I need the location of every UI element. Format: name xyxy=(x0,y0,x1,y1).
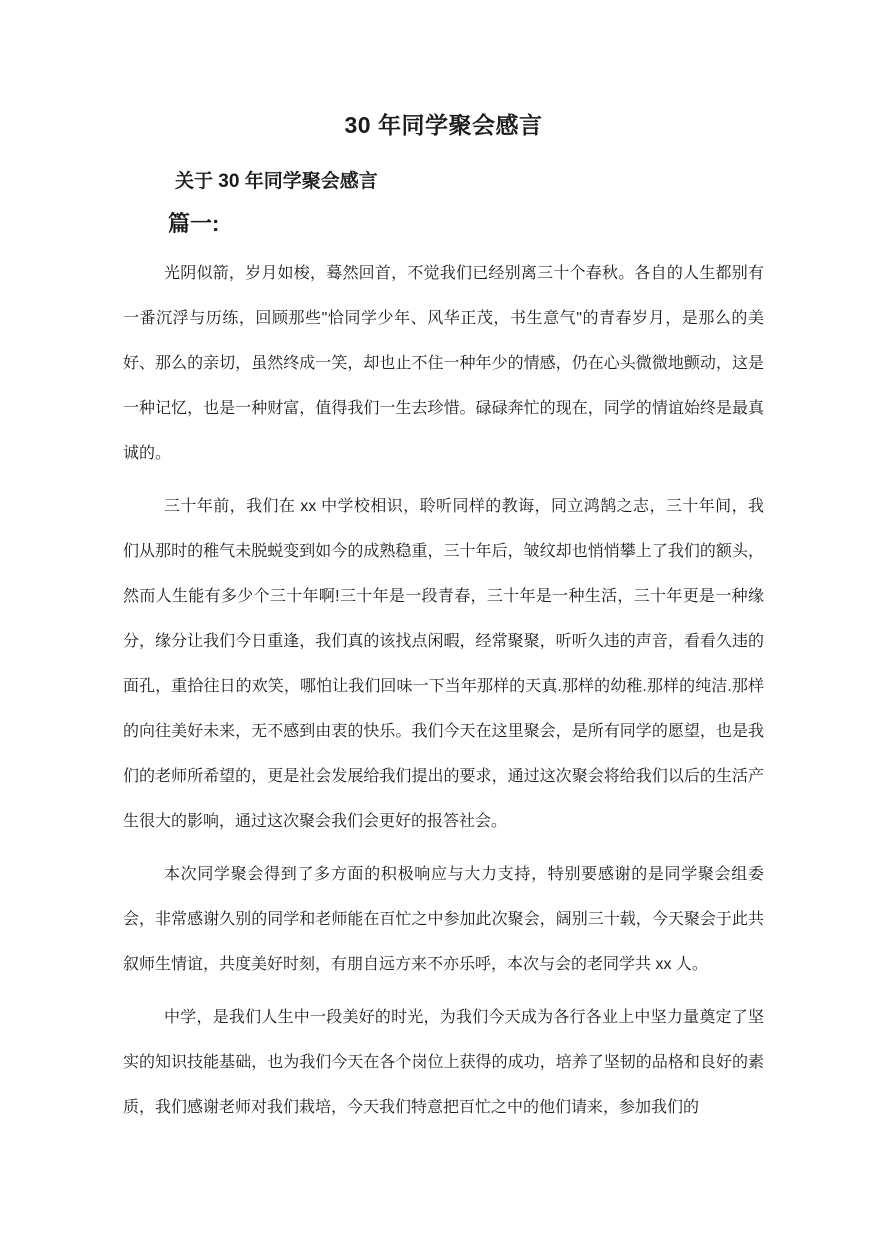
paragraph: 光阴似箭，岁月如梭，蓦然回首，不觉我们已经别离三十个春秋。各自的人生都别有一番沉浮与历练，回顾那些"恰同学少年、风华正茂，书生意气"的青春岁月，是那么的美好、那么的亲切，虽然终成一笑，却也止不住一种年少的情感，仍在心头微微地颤动，这是一种记忆，也是一种财富，值得我们一生去珍惜。碌碌奔忙的现在，同学的情谊始终是最真诚的。 xyxy=(123,265,764,462)
section-label: 篇一: xyxy=(168,211,220,236)
document-body xyxy=(123,251,764,1130)
paragraph: 三十年前，我们在 xx 中学校相识，聆听同样的教诲，同立鸿鹄之志，三十年间，我们从那时的稚气未脱蜕变到如今的成熟稳重，三十年后，皱纹却也悄悄攀上了我们的额头，然而人生能有多少个三十年啊!三十年是一段青春，三十年是一种生活，三十年更是一种缘分，缘分让我们今日重逢，我们真的该找点闲暇，经常聚聚，听听久违的声音，看看久违的面孔，重拾往日的欢笑，哪怕让我们回味一下当年那样的天真.那样的幼稚.那样的纯洁.那样的向往美好未来，无不感到由衷的快乐。我们今天在这里聚会，是所有同学的愿望，也是我们的老师所希望的，更是社会发展给我们提出的要求，通过这次聚会将给我们以后的生活产生很大的影响，通过这次聚会我们会更好的报答社会。 xyxy=(123,498,764,830)
paragraph: 本次同学聚会得到了多方面的积极响应与大力支持，特别要感谢的是同学聚会组委会，非常感谢久别的同学和老师能在百忙之中参加此次聚会，阔别三十载，今天聚会于此共叙师生情谊，共度美好时刻，有朋自远方来不亦乐呼，本次与会的老同学共 xx 人。 xyxy=(123,866,764,973)
document-title: 30 年同学聚会感言 xyxy=(344,112,543,138)
document-subtitle: 关于 30 年同学聚会感言 xyxy=(175,171,378,192)
paragraph: 中学，是我们人生中一段美好的时光，为我们今天成为各行各业上中坚力量奠定了坚实的知识技能基础，也为我们今天在各个岗位上获得的成功，培养了坚韧的品格和良好的素质，我们感谢老师对我们栽培，今天我们特意把百忙之中的他们请来，参加我们的 xyxy=(123,1009,764,1116)
